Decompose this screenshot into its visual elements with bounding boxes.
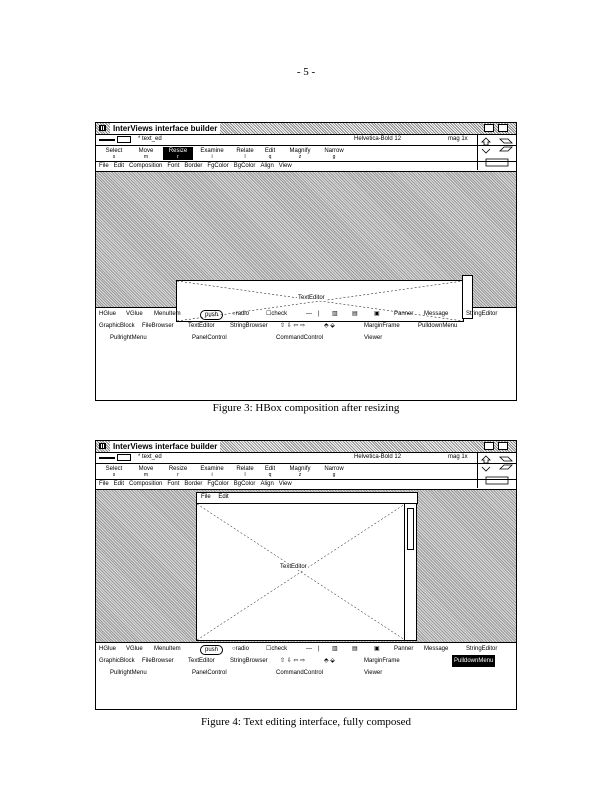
menu-bgcolor[interactable]: BgColor xyxy=(233,163,256,169)
pan-arrow-icons[interactable] xyxy=(478,453,516,488)
menu-fgcolor[interactable]: FgColor xyxy=(207,481,229,487)
menu-fgcolor[interactable]: FgColor xyxy=(207,163,229,169)
palette-menuitem[interactable]: MenuItem xyxy=(154,311,181,317)
font-label: Helvetica-Bold 12 xyxy=(354,136,402,142)
tool-relate[interactable]: Relate l xyxy=(236,148,254,160)
iconify-button[interactable] xyxy=(484,124,494,132)
tool-relate[interactable]: Relate l xyxy=(236,466,254,478)
tool-row xyxy=(96,464,516,480)
palette-hscroll-icon[interactable]: ▥ xyxy=(332,646,338,652)
tool-resize[interactable]: Resize r xyxy=(163,147,193,160)
palette-push[interactable]: push xyxy=(200,645,223,655)
palette-graphicblock[interactable]: GraphicBlock xyxy=(99,658,135,664)
app-menu-edit[interactable]: Edit xyxy=(218,494,229,500)
tool-move[interactable]: Move m xyxy=(138,148,154,160)
ibuild-window-fig4 xyxy=(95,440,517,710)
menu-border[interactable]: Border xyxy=(184,163,203,169)
palette-frame-icons[interactable]: ⬘ ⬙ xyxy=(324,658,335,664)
tool-narrow[interactable]: Narrow g xyxy=(324,466,344,478)
menu-composition[interactable]: Composition xyxy=(129,163,163,169)
figure-caption: Figure 4: Text editing interface, fully composed xyxy=(200,716,412,728)
page-number: - 5 - xyxy=(296,66,316,78)
palette-vglue[interactable]: VGlue xyxy=(126,311,143,317)
palette-check[interactable]: ☐ check xyxy=(266,311,288,317)
ibuild-window-fig3 xyxy=(95,122,517,401)
palette-graphicblock[interactable]: GraphicBlock xyxy=(99,323,135,329)
tool-examine[interactable]: Examine i xyxy=(200,466,224,478)
palette-stringbrowser[interactable]: StringBrowser xyxy=(230,323,268,329)
menu-view[interactable]: View xyxy=(278,163,292,169)
palette-pullrightmenu[interactable]: PullrightMenu xyxy=(110,670,147,676)
line-style-icon[interactable] xyxy=(99,457,115,459)
palette-row-3 xyxy=(96,667,516,679)
palette-line-icon[interactable]: — xyxy=(306,646,312,652)
pan-arrows[interactable] xyxy=(477,135,516,170)
palette-radio[interactable]: ○ radio xyxy=(232,646,249,652)
pan-arrow-icons[interactable] xyxy=(478,135,516,170)
palette-hglue[interactable]: HGlue xyxy=(99,311,117,317)
palette-filebrowser[interactable]: FileBrowser xyxy=(142,658,174,664)
palette-vscroll-icon[interactable]: ▤ xyxy=(352,311,358,317)
iconify-button[interactable] xyxy=(484,442,494,450)
menu-font[interactable]: Font xyxy=(167,163,180,169)
palette-stringbrowser[interactable]: StringBrowser xyxy=(230,658,268,664)
menu-edit[interactable]: Edit xyxy=(113,163,125,169)
palette xyxy=(96,643,516,679)
menu-border[interactable]: Border xyxy=(184,481,203,487)
window-menu-icon[interactable] xyxy=(99,125,106,131)
tool-magnify[interactable]: Magnify z xyxy=(289,148,311,160)
palette-message[interactable]: Message xyxy=(424,646,449,652)
font-label: Helvetica-Bold 12 xyxy=(354,454,402,460)
menu-align[interactable]: Align xyxy=(260,481,274,487)
app-menu-file[interactable]: File xyxy=(201,494,211,500)
palette-viewer[interactable]: Viewer xyxy=(364,335,383,341)
title-bar[interactable] xyxy=(96,123,516,135)
menu-align[interactable]: Align xyxy=(260,163,274,169)
menu-font[interactable]: Font xyxy=(167,481,180,487)
palette-viewer[interactable]: Viewer xyxy=(364,670,383,676)
pattern-icon[interactable] xyxy=(117,136,131,143)
tool-select[interactable]: Select s xyxy=(105,148,123,160)
status-row xyxy=(96,453,516,464)
menu-file[interactable]: File xyxy=(99,163,109,169)
palette-row-2 xyxy=(96,320,516,332)
menu-file[interactable]: File xyxy=(99,481,109,487)
palette-panelcontrol[interactable]: PanelControl xyxy=(192,670,227,676)
palette-hglue[interactable]: HGlue xyxy=(99,646,117,652)
palette-panner-icon[interactable]: ▣ xyxy=(374,646,380,652)
tool-magnify[interactable]: Magnify z xyxy=(289,466,311,478)
filename-label: * text_ed xyxy=(138,136,162,142)
menu-bgcolor[interactable]: BgColor xyxy=(233,481,256,487)
palette xyxy=(96,308,516,344)
drawing-canvas[interactable] xyxy=(96,172,516,308)
pan-arrows[interactable] xyxy=(477,453,516,488)
drawing-canvas[interactable] xyxy=(96,490,516,643)
palette-texteditor[interactable]: TextEditor xyxy=(188,323,215,329)
tool-row xyxy=(96,146,516,162)
palette-push[interactable]: push xyxy=(200,310,223,320)
window-menu-icon[interactable] xyxy=(99,443,106,449)
palette-stringeditor[interactable]: StringEditor xyxy=(466,646,498,652)
line-style-icon[interactable] xyxy=(99,139,115,141)
tool-move[interactable]: Move m xyxy=(138,466,154,478)
resize-window-button[interactable] xyxy=(498,124,508,132)
texteditor-cross-icon xyxy=(197,504,405,640)
palette-menuitem[interactable]: MenuItem xyxy=(154,646,181,652)
tool-examine[interactable]: Examine i xyxy=(200,148,224,160)
palette-row-2 xyxy=(96,655,516,667)
palette-row-1 xyxy=(96,308,516,320)
palette-pulldownmenu[interactable]: PulldownMenu xyxy=(418,323,458,329)
status-row xyxy=(96,135,516,146)
menu-composition[interactable]: Composition xyxy=(129,481,163,487)
palette-arrow-icons[interactable]: ⇧ ⇩ ⇦ ⇨ xyxy=(280,658,306,664)
window-title: InterViews interface builder xyxy=(110,123,220,134)
tool-narrow[interactable]: Narrow g xyxy=(324,148,344,160)
palette-panner[interactable]: Panner xyxy=(394,311,414,317)
palette-panner-icon[interactable]: ▣ xyxy=(374,311,380,317)
tool-edit[interactable]: Edit q xyxy=(264,148,276,160)
palette-panner[interactable]: Panner xyxy=(394,646,414,652)
texteditor-label: TextEditor xyxy=(280,564,307,570)
figure-caption: Figure 3: HBox composition after resizing xyxy=(212,402,400,414)
menu-edit[interactable]: Edit xyxy=(113,481,125,487)
tool-select[interactable]: Select s xyxy=(105,466,123,478)
tool-edit[interactable]: Edit q xyxy=(264,466,276,478)
palette-frame-icons[interactable]: ⬘ ⬙ xyxy=(324,323,335,329)
palette-marginframe[interactable]: MarginFrame xyxy=(364,323,400,329)
window-title: InterViews interface builder xyxy=(110,441,220,452)
mag-label: mag 1x xyxy=(448,136,468,142)
palette-commandcontrol[interactable]: CommandControl xyxy=(276,335,324,341)
palette-texteditor[interactable]: TextEditor xyxy=(188,658,215,664)
palette-vglue[interactable]: VGlue xyxy=(126,646,143,652)
texteditor-component[interactable] xyxy=(196,503,406,641)
palette-radio[interactable]: ○ radio xyxy=(232,311,249,317)
palette-row-3 xyxy=(96,332,516,344)
palette-check[interactable]: ☐ check xyxy=(266,646,288,652)
palette-filebrowser[interactable]: FileBrowser xyxy=(142,323,174,329)
palette-message[interactable]: Message xyxy=(424,311,449,317)
resize-window-button[interactable] xyxy=(498,442,508,450)
tool-resize[interactable]: Resize r xyxy=(168,466,188,478)
palette-vscroll-icon[interactable]: ▤ xyxy=(352,646,358,652)
palette-row-1 xyxy=(96,643,516,655)
palette-hscroll-icon[interactable]: ▥ xyxy=(332,311,338,317)
menu-bar xyxy=(96,162,516,172)
menu-view[interactable]: View xyxy=(278,481,292,487)
palette-panelcontrol[interactable]: PanelControl xyxy=(192,335,227,341)
menu-bar xyxy=(96,480,516,490)
scrollbar-thumb[interactable] xyxy=(407,508,414,550)
palette-separator-icon: | xyxy=(318,311,320,317)
palette-stringeditor[interactable]: StringEditor xyxy=(466,311,498,317)
scrollbar[interactable] xyxy=(404,503,417,641)
palette-marginframe[interactable]: MarginFrame xyxy=(364,658,400,664)
palette-separator-icon: | xyxy=(318,646,320,652)
pattern-icon[interactable] xyxy=(117,454,131,461)
texteditor-label: TextEditor xyxy=(298,295,325,301)
palette-pullrightmenu[interactable]: PullrightMenu xyxy=(110,335,147,341)
palette-pulldownmenu[interactable]: PulldownMenu xyxy=(452,655,495,667)
title-bar[interactable] xyxy=(96,441,516,453)
filename-label: * text_ed xyxy=(138,454,162,460)
palette-commandcontrol[interactable]: CommandControl xyxy=(276,670,324,676)
palette-arrow-icons[interactable]: ⇧ ⇩ ⇦ ⇨ xyxy=(280,323,306,329)
palette-line-icon[interactable]: — xyxy=(306,311,312,317)
mag-label: mag 1x xyxy=(448,454,468,460)
